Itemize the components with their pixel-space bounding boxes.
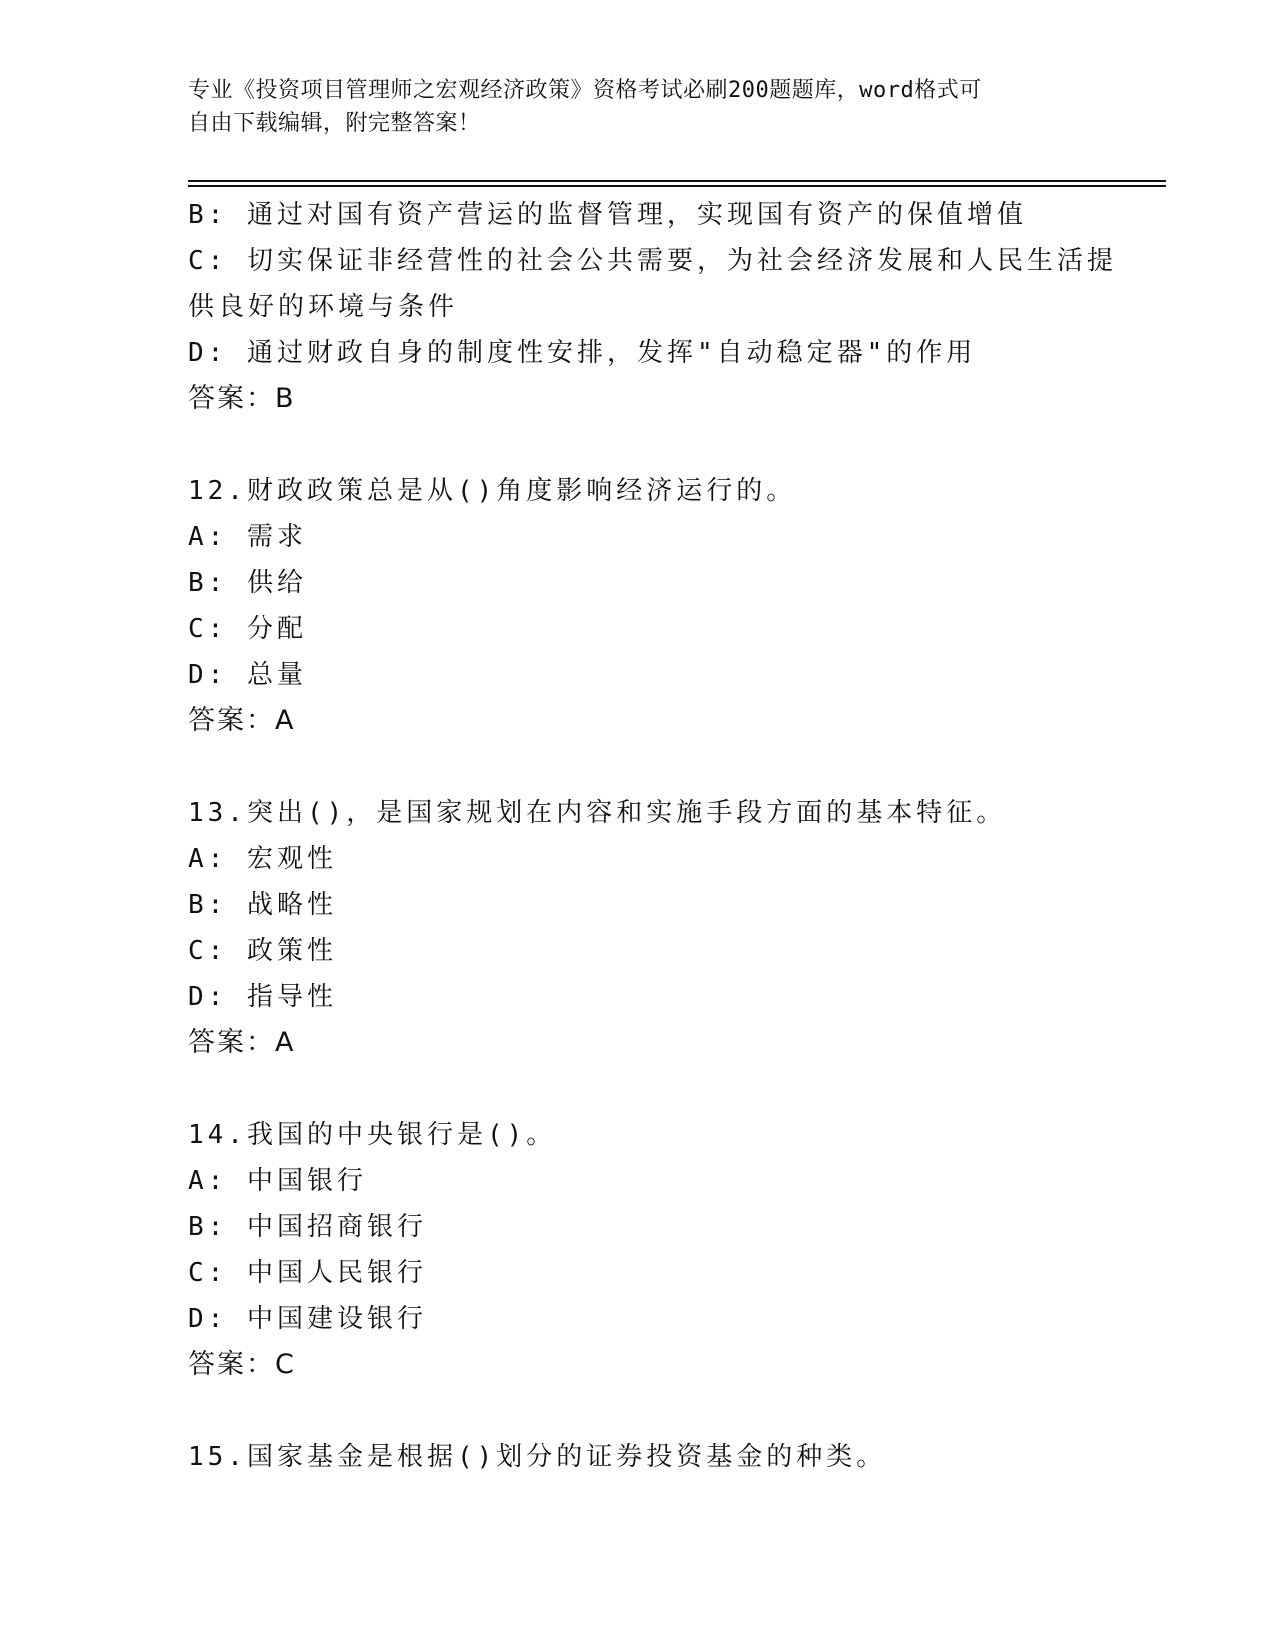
- header-line-1: 专业《投资项目管理师之宏观经济政策》资格考试必刷200题题库，word格式可: [188, 78, 982, 103]
- header-rule-top: [188, 180, 1166, 182]
- option-d: D: 总量: [188, 660, 307, 690]
- spacer: [188, 422, 1088, 468]
- header-line-2: 自由下载编辑，附完整答案！: [188, 111, 481, 136]
- question-14: [188, 1112, 1088, 1388]
- spacer: [188, 1388, 1088, 1434]
- question-stem: 13.突出()，是国家规划在内容和实施手段方面的基本特征。: [188, 798, 1007, 828]
- option-c: C: 切实保证非经营性的社会公共需要，为社会经济发展和人民生活提: [188, 246, 1117, 276]
- option-a: A: 中国银行: [188, 1166, 367, 1196]
- option-c: C: 分配: [188, 614, 307, 644]
- question-list: [188, 192, 1117, 1480]
- spacer: [188, 1066, 1088, 1112]
- question-11-continued: [188, 192, 1117, 422]
- option-b: B: 通过对国有资产营运的监督管理，实现国有资产的保值增值: [188, 200, 1027, 230]
- question-13: [188, 790, 1088, 1066]
- option-b: B: 战略性: [188, 890, 337, 920]
- option-a: A: 宏观性: [188, 844, 337, 874]
- answer-line: 答案：C: [188, 1349, 296, 1380]
- question-15: [188, 1434, 1088, 1480]
- option-d: D: 中国建设银行: [188, 1304, 427, 1334]
- option-c: C: 政策性: [188, 936, 337, 966]
- option-b: B: 供给: [188, 568, 307, 598]
- option-c-continued: 供良好的环境与条件: [188, 292, 459, 322]
- spacer: [188, 744, 1088, 790]
- option-b: B: 中国招商银行: [188, 1212, 427, 1242]
- answer-line: 答案：A: [188, 705, 296, 736]
- option-c: C: 中国人民银行: [188, 1258, 427, 1288]
- answer-line: 答案：A: [188, 1027, 296, 1058]
- option-d: D: 指导性: [188, 982, 337, 1012]
- question-12: [188, 468, 1088, 744]
- document-header: [188, 74, 1088, 140]
- question-stem: 15.国家基金是根据()划分的证券投资基金的种类。: [188, 1442, 887, 1472]
- answer-line: 答案：B: [188, 383, 296, 414]
- question-stem: 12.财政政策总是从()角度影响经济运行的。: [188, 476, 797, 506]
- option-a: A: 需求: [188, 522, 307, 552]
- option-d: D: 通过财政自身的制度性安排，发挥"自动稳定器"的作用: [188, 338, 977, 368]
- header-rule-bottom: [188, 185, 1166, 187]
- question-stem: 14.我国的中央银行是()。: [188, 1120, 557, 1150]
